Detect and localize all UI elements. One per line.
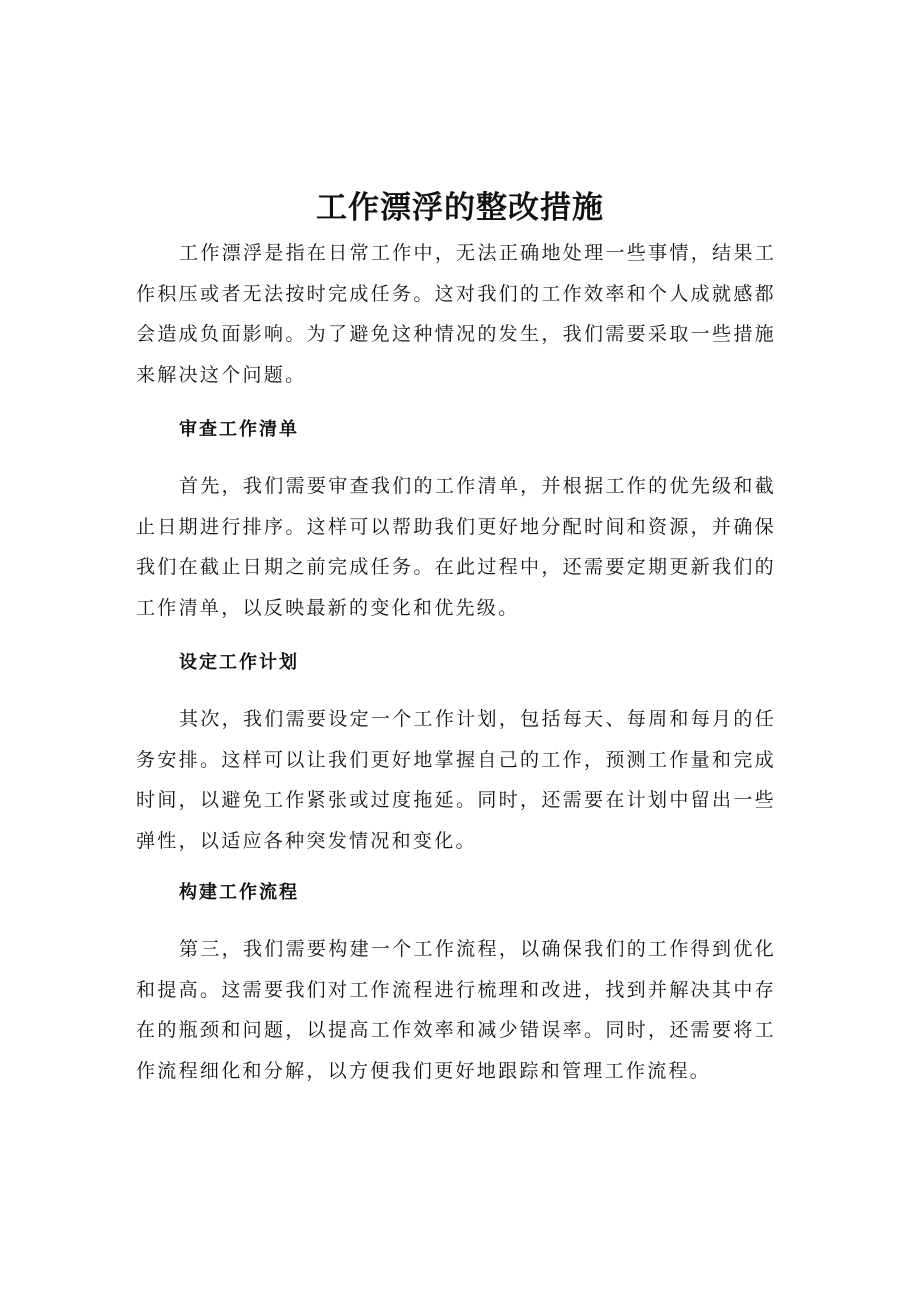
section-heading-work-plan: 设定工作计划 <box>179 652 299 673</box>
section-heading-task-list: 审查工作清单 <box>179 419 299 440</box>
section-heading-workflow: 构建工作流程 <box>179 882 299 903</box>
section-body-workflow: 第三，我们需要构建一个工作流程，以确保我们的工作得到优化和提高。这需要我们对工作流程进行梳理和改进，找到并解决其中存在的瓶颈和问题，以提高工作效率和减少错误率。同时，还需要将工作流程细化和分解，以方便我们更好地跟踪和管理工作流程。 <box>136 938 776 1082</box>
section-body-task-list: 首先，我们需要审查我们的工作清单，并根据工作的优先级和截止日期进行排序。这样可以帮助我们更好地分配时间和资源，并确保我们在截止日期之前完成任务。在此过程中，还需要定期更新我们的工作清单，以反映最新的变化和优先级。 <box>136 475 776 619</box>
section-body-work-plan: 其次，我们需要设定一个工作计划，包括每天、每周和每月的任务安排。这样可以让我们更好地掌握自己的工作，预测工作量和完成时间，以避免工作紧张或过度拖延。同时，还需要在计划中留出一些弹性，以适应各种突发情况和变化。 <box>136 708 776 852</box>
intro-paragraph: 工作漂浮是指在日常工作中，无法正确地处理一些事情，结果工作积压或者无法按时完成任务。这对我们的工作效率和个人成就感都会造成负面影响。为了避免这种情况的发生，我们需要采取一些措施来解决这个问题。 <box>136 242 776 386</box>
document-title: 工作漂浮的整改措施 <box>316 190 604 226</box>
